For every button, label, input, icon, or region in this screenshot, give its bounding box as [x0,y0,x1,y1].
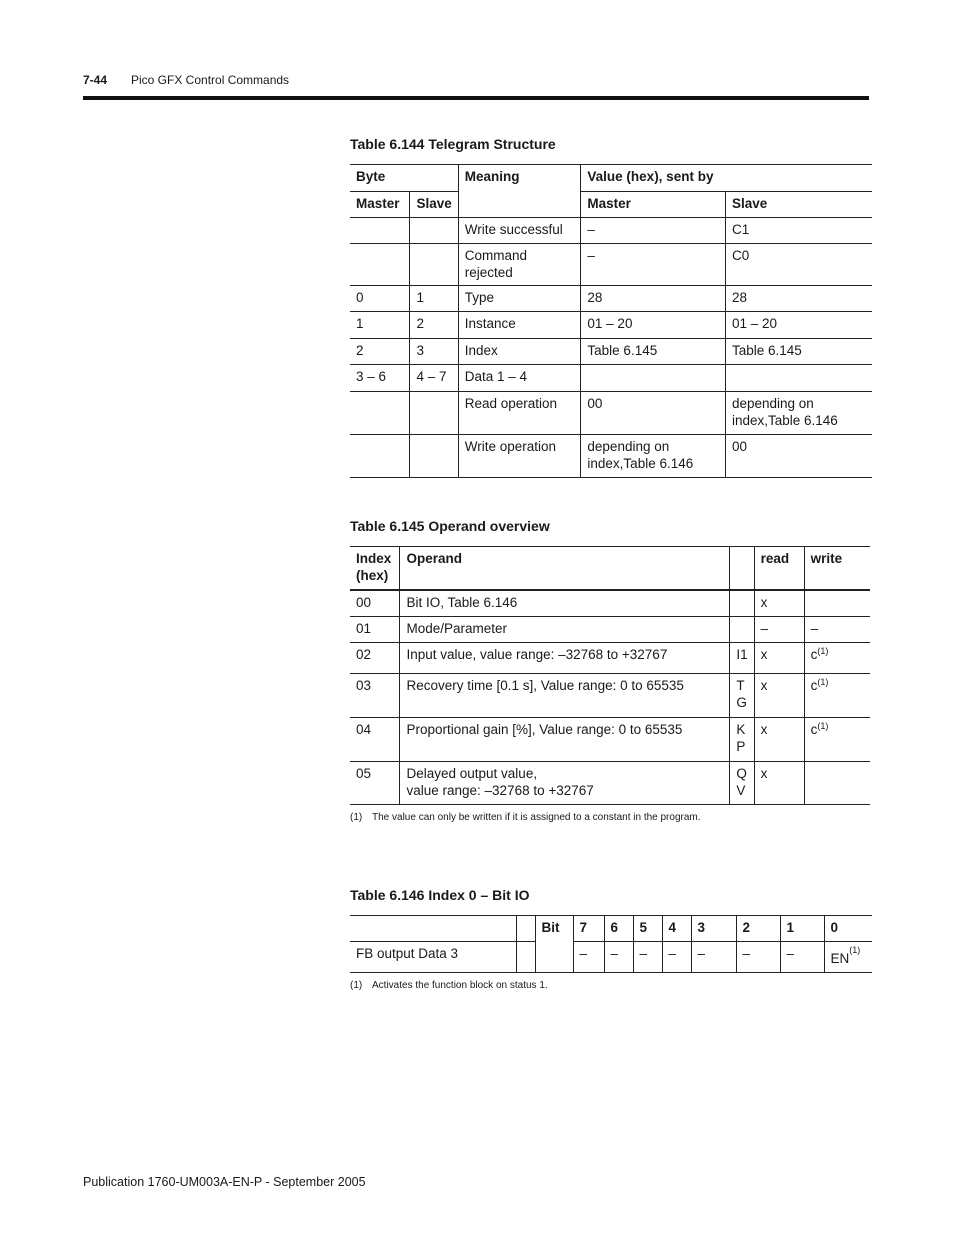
th-bit-3: 3 [691,916,736,942]
page-number: 7-44 [83,73,108,87]
table-row: Write successful – C1 [350,218,872,244]
table-row: 2 3 Index Table 6.145 Table 6.145 [350,339,872,365]
table-145-caption: Table 6.145 Operand overview [350,518,550,534]
table-row: Command rejected – C0 [350,244,872,286]
th-master: Master [350,192,410,218]
table-row: FB output Data 3 – – – – – – – EN$^{(1)}$ [350,942,872,973]
th-bit-4: 4 [662,916,691,942]
table-row: 00 Bit IO, Table 6.146 x [350,590,870,617]
th-write: write [804,547,870,590]
table-144-caption: Table 6.144 Telegram Structure [350,136,556,152]
operand-overview-table [350,546,870,805]
th-bit: Bit [535,916,573,973]
th-code [730,547,754,590]
section-title: Pico GFX Control Commands [131,73,290,87]
table-row: 0 1 Type 28 28 [350,286,872,312]
th-bit-0: 0 [824,916,872,942]
table-row: 1 2 Instance 01 – 20 01 – 20 [350,312,872,339]
th-read: read [754,547,804,590]
th-bit-7: 7 [573,916,604,942]
th-index: Index (hex) [356,551,392,583]
running-header [83,73,289,87]
table-row: 05 Delayed output value, value range: –32768 to +32767 Q V x [350,762,870,805]
header-rule [83,96,869,100]
table-row: 03 Recovery time [0.1 s], Value range: 0 to 65535 T G x $c^{(1)}$ [350,674,870,718]
th-operand: Operand [400,547,730,590]
th-bit-2: 2 [736,916,780,942]
th-value-slave: Slave [725,192,872,218]
th-bit-1: 1 [780,916,824,942]
th-meaning: Meaning [458,165,581,218]
th-bit-6: 6 [604,916,633,942]
bit-io-table [350,915,872,973]
table-row: 01 Mode/Parameter – – [350,617,870,643]
table-row: Write operation depending on index,Table 6.146 00 [350,435,872,478]
th-bit-5: 5 [633,916,662,942]
table-row: 02 Input value, value range: –32768 to +32767 I1 x $c^{(1)}$ [350,643,870,674]
table-row: Read operation 00 depending on index,Table 6.146 [350,392,872,435]
th-byte: Byte [356,169,386,184]
table-row: 3 – 6 4 – 7 Data 1 – 4 [350,365,872,392]
table-row: 04 Proportional gain [%], Value range: 0 to 65535 K P x $c^{(1)}$ [350,718,870,762]
th-value: Value (hex), sent by [581,165,872,192]
table-145-footnote: (1) The value can only be written if it is assigned to a constant in the program. [350,812,701,823]
publication-footer: Publication 1760-UM003A-EN-P - September 2005 [83,1175,366,1189]
th-value-master: Master [581,192,726,218]
telegram-structure-table [350,164,872,478]
table-146-footnote: (1) Activates the function block on status 1. [350,980,548,991]
th-slave: Slave [410,192,458,218]
table-146-caption: Table 6.146 Index 0 – Bit IO [350,887,530,903]
